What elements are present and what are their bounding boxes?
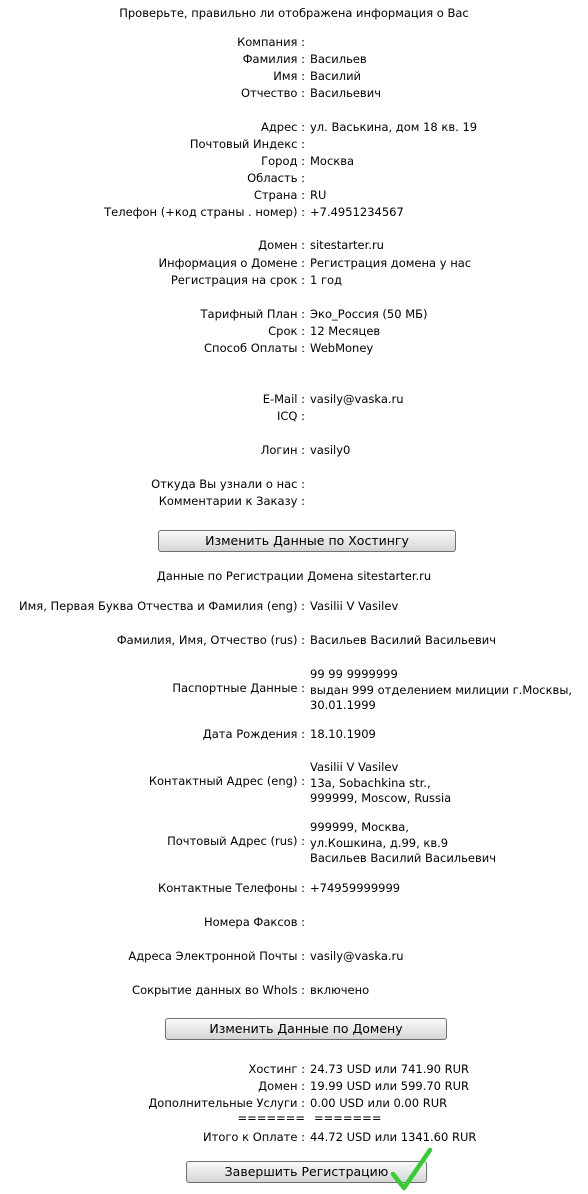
first-name-value: Василий [310, 69, 362, 83]
address-line: ул.Кошкина, д.99, кв.9 [310, 835, 449, 850]
separator-row [0, 1112, 588, 1124]
passport-line: 99 99 9999999 [310, 667, 398, 681]
fax-numbers-row [0, 914, 588, 931]
region-row [0, 170, 588, 187]
country-value: RU [310, 188, 327, 202]
fax-numbers-label: Номера Факсов : [204, 915, 305, 929]
contact-phones-label: Контактные Телефоны : [158, 881, 305, 895]
registration-term-value: 1 год [310, 273, 343, 287]
domain-value: sitestarter.ru [310, 238, 384, 252]
registration-term-label: Регистрация на срок : [170, 273, 305, 287]
icq-row [0, 408, 588, 425]
page-title: Проверьте, правильно ли отображена информация о Вас [119, 6, 469, 20]
domain-row [0, 237, 588, 254]
birth-date-row [0, 726, 588, 743]
extra-services-row [0, 1095, 588, 1112]
country-row [0, 187, 588, 204]
term-label: Срок : [268, 324, 305, 338]
email-label: E-Mail : [262, 392, 305, 406]
address-value: ул. Васькина, дом 18 кв. 19 [310, 120, 478, 134]
passport-label: Паспортные Данные : [172, 681, 305, 695]
patronymic-value: Васильевич [310, 86, 381, 100]
extra-services-label: Дополнительные Услуги : [148, 1096, 305, 1110]
registration-term-row [0, 272, 588, 289]
phone-label: Телефон (+код страны . номер) : [104, 205, 305, 219]
payment-method-label: Способ Оплаты : [204, 341, 305, 355]
contact-address-eng-value [310, 760, 451, 807]
city-value: Москва [310, 154, 355, 168]
passport-value [310, 667, 572, 714]
whois-privacy-label: Сокрытие данных во WhoIs : [132, 983, 305, 997]
tariff-plan-value: Эко_Россия (50 МБ) [310, 307, 428, 321]
term-value: 12 Месяцев [310, 324, 381, 338]
contact-phones-value: +74959999999 [310, 881, 401, 895]
contact-address-eng-row [0, 760, 588, 808]
emails-row [0, 948, 588, 965]
contact-address-eng-label: Контактный Адрес (eng) : [148, 774, 305, 788]
tariff-plan-row [0, 306, 588, 323]
tariff-plan-label: Тарифный План : [200, 307, 305, 321]
checkmark-stroke [393, 1150, 430, 1188]
grand-total-value: 44.72 USD или 1341.60 RUR [310, 1130, 477, 1144]
city-row [0, 153, 588, 170]
domain-total-label: Домен : [258, 1079, 305, 1093]
last-name-row [0, 51, 588, 68]
icq-label: ICQ : [276, 409, 305, 423]
domain-total-row [0, 1078, 588, 1095]
name-rus-row [0, 632, 588, 649]
birth-date-label: Дата Рождения : [202, 727, 305, 741]
contact-phones-row [0, 880, 588, 897]
separator-right: ======= [314, 1111, 382, 1125]
referral-source-row [0, 476, 588, 493]
postal-code-label: Почтовый Индекс : [189, 137, 305, 151]
patronymic-row [0, 85, 588, 102]
company-label: Компания : [237, 35, 305, 49]
domain-label: Домен : [258, 238, 305, 252]
hosting-total-value: 24.73 USD или 741.90 RUR [310, 1062, 470, 1076]
edit-domain-button[interactable]: Изменить Данные по Домену [165, 1018, 447, 1040]
patronymic-label: Отчество : [241, 86, 305, 100]
email-row [0, 391, 588, 408]
country-label: Страна : [253, 188, 305, 202]
emails-label: Адреса Электронной Почты : [128, 949, 305, 963]
hosting-total-row [0, 1061, 588, 1078]
phone-row [0, 204, 588, 221]
name-eng-label: Имя, Первая Буква Отчества и Фамилия (eng) : [19, 599, 305, 613]
phone-value: +7.4951234567 [310, 205, 404, 219]
hosting-total-label: Хостинг : [248, 1062, 305, 1076]
name-eng-value: Vasilii V Vasilev [310, 599, 399, 613]
postal-code-row [0, 136, 588, 153]
domain-registration-title: Данные по Регистрации Домена sitestarter.ru [156, 569, 432, 583]
edit-hosting-button[interactable]: Изменить Данные по Хостингу [158, 530, 456, 552]
last-name-label: Фамилия : [242, 52, 305, 66]
domain-info-row [0, 255, 588, 272]
address-line: Васильев Василий Васильевич [310, 851, 497, 865]
postal-address-rus-value [310, 820, 496, 867]
city-label: Город : [261, 154, 305, 168]
name-eng-row [0, 598, 588, 615]
finish-registration-button[interactable]: Завершить Регистрацию [186, 1161, 427, 1183]
checkmark-icon [388, 1146, 434, 1192]
postal-address-rus-label: Почтовый Адрес (rus) : [167, 834, 305, 848]
name-rus-label: Фамилия, Имя, Отчество (rus) : [116, 633, 305, 647]
emails-value: vasily@vaska.ru [310, 949, 404, 963]
order-comments-row [0, 493, 588, 510]
address-line: 999999, Moscow, Russia [310, 791, 452, 805]
extra-services-value: 0.00 USD или 0.00 RUR [310, 1096, 448, 1110]
login-label: Логин : [260, 443, 305, 457]
domain-total-value: 19.99 USD или 599.70 RUR [310, 1079, 470, 1093]
order-comments-label: Комментарии к Заказу : [158, 494, 305, 508]
email-value: vasily@vaska.ru [310, 392, 404, 406]
birth-date-value: 18.10.1909 [310, 727, 376, 741]
passport-line: выдан 999 отделением милиции г.Москвы, [310, 682, 573, 697]
first-name-label: Имя : [273, 69, 305, 83]
separator-left: ======= [237, 1111, 305, 1125]
company-row [0, 34, 588, 51]
last-name-value: Васильев [310, 52, 367, 66]
postal-address-rus-row [0, 820, 588, 868]
passport-row [0, 667, 588, 715]
domain-info-label: Информация о Домене : [158, 256, 305, 270]
name-rus-value: Васильев Василий Васильевич [310, 633, 497, 647]
grand-total-label: Итого к Оплате : [203, 1130, 305, 1144]
first-name-row [0, 68, 588, 85]
login-row [0, 442, 588, 459]
domain-info-value: Регистрация домена у нас [310, 256, 472, 270]
region-label: Область : [247, 171, 305, 185]
address-line: 13a, Sobachkina str., [310, 775, 431, 790]
address-line: 999999, Москва, [310, 820, 409, 834]
passport-line: 30.01.1999 [310, 698, 376, 712]
address-row [0, 119, 588, 136]
referral-source-label: Откуда Вы узнали о нас : [151, 477, 305, 491]
grand-total-row [0, 1129, 588, 1146]
whois-privacy-row [0, 982, 588, 999]
whois-privacy-value: включено [310, 983, 370, 997]
payment-method-value: WebMoney [310, 341, 374, 355]
payment-method-row [0, 340, 588, 357]
term-row [0, 323, 588, 340]
address-label: Адрес : [260, 120, 305, 134]
address-line: Vasilii V Vasilev [310, 760, 399, 774]
login-value: vasily0 [310, 443, 351, 457]
